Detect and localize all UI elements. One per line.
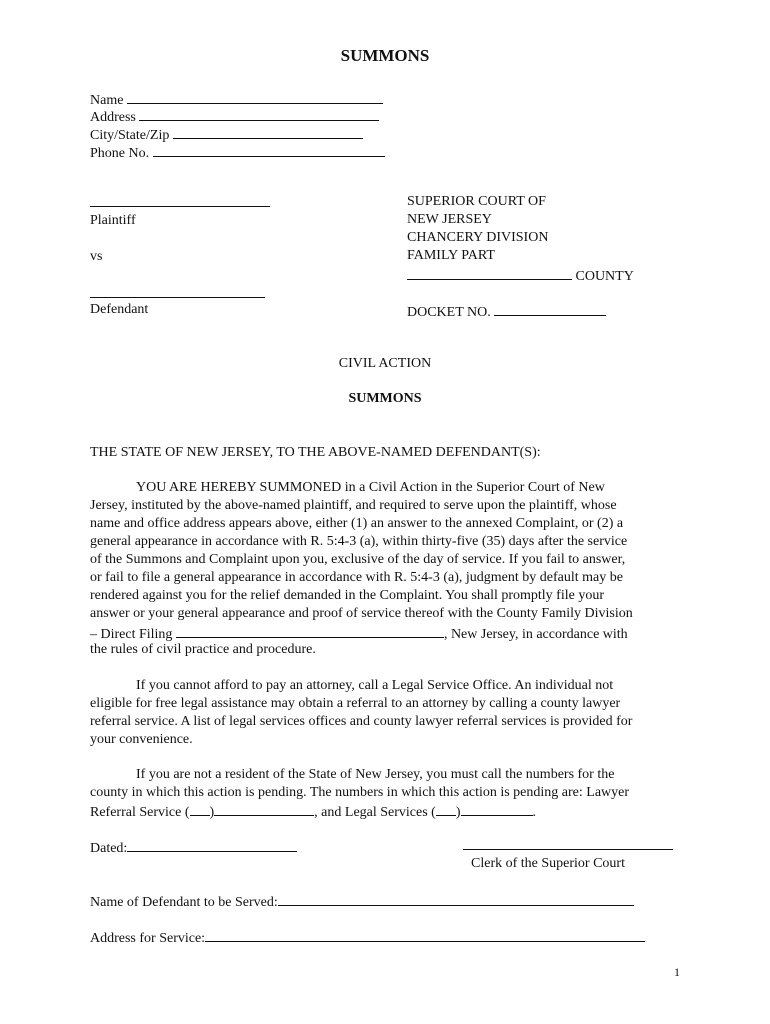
defendant-name-blank[interactable] bbox=[278, 891, 634, 906]
defendant-label: Defendant bbox=[90, 302, 149, 317]
p1-line: or fail to file a general appearance in accordance with R. 5:4-3 (a), judgment by default may be bbox=[90, 570, 623, 585]
docket-blank[interactable] bbox=[494, 301, 606, 316]
dated-label: Dated: bbox=[90, 841, 128, 856]
lawyer-number-blank[interactable] bbox=[214, 801, 314, 816]
plaintiff-blank[interactable] bbox=[90, 206, 270, 207]
legal-area-code-blank[interactable] bbox=[436, 801, 456, 816]
referral-and: , and Legal Services ( bbox=[314, 805, 436, 820]
name-blank[interactable] bbox=[127, 89, 383, 104]
dated-field[interactable] bbox=[90, 837, 297, 858]
p1-line: name and office address appears above, either (1) an answer to the annexed Complaint, or (2) a bbox=[90, 516, 624, 531]
court-line-3: CHANCERY DIVISION bbox=[407, 230, 549, 245]
p1-line: of the Summons and Complaint upon you, exclusive of the day of service. If you fail to answer, bbox=[90, 552, 626, 567]
referral-end: . bbox=[532, 805, 537, 820]
court-line-2: NEW JERSEY bbox=[407, 212, 492, 227]
p3-line: If you are not a resident of the State of New Jersey, you must call the numbers for the bbox=[136, 767, 615, 782]
legal-number-blank[interactable] bbox=[461, 801, 533, 816]
city-state-zip-blank[interactable] bbox=[173, 124, 363, 139]
vs-label: vs bbox=[90, 249, 103, 264]
clerk-label: Clerk of the Superior Court bbox=[471, 856, 625, 871]
address-blank[interactable] bbox=[139, 106, 379, 121]
phone-field[interactable] bbox=[90, 142, 385, 163]
lawyer-area-code-blank[interactable] bbox=[190, 801, 210, 816]
p1-line: Jersey, instituted by the above-named plaintiff, and required to serve upon the plaintiff, whose bbox=[90, 498, 617, 513]
defendant-blank[interactable] bbox=[90, 297, 265, 298]
clerk-signature-line[interactable] bbox=[463, 849, 673, 850]
referral-line bbox=[90, 801, 536, 822]
county-blank[interactable] bbox=[407, 265, 572, 280]
p2-line: If you cannot afford to pay an attorney, call a Legal Service Office. An individual not bbox=[136, 678, 614, 693]
summons-subtitle: SUMMONS bbox=[348, 391, 422, 406]
dated-blank[interactable] bbox=[127, 837, 297, 852]
address-line: THE STATE OF NEW JERSEY, TO THE ABOVE-NAMED DEFENDANT(S): bbox=[90, 445, 541, 460]
referral-close: ) bbox=[455, 805, 461, 820]
p2-line: eligible for free legal assistance may obtain a referral to an attorney by calling a county lawyer bbox=[90, 696, 621, 711]
city-state-zip-label: City/State/Zip bbox=[90, 128, 170, 143]
p1-line: answer or your general appearance and proof of service thereof with the County Family Division bbox=[90, 606, 633, 621]
referral-prefix: Referral Service ( bbox=[90, 805, 190, 820]
defendant-name-field[interactable] bbox=[90, 891, 634, 912]
name-label: Name bbox=[90, 93, 124, 108]
p1-line: rendered against you for the relief demanded in the Complaint. You shall promptly file your bbox=[90, 588, 604, 603]
page-title: SUMMONS bbox=[340, 46, 430, 65]
county-field[interactable] bbox=[407, 265, 634, 286]
service-address-label: Address for Service: bbox=[90, 931, 206, 946]
plaintiff-label: Plaintiff bbox=[90, 213, 136, 228]
civil-action-heading: CIVIL ACTION bbox=[338, 356, 432, 371]
phone-blank[interactable] bbox=[153, 142, 385, 157]
address-label: Address bbox=[90, 110, 136, 125]
docket-label: DOCKET NO. bbox=[407, 305, 491, 320]
p2-line: your convenience. bbox=[90, 732, 193, 747]
filing-county-blank[interactable] bbox=[176, 623, 444, 638]
defendant-name-label: Name of Defendant to be Served: bbox=[90, 895, 278, 910]
county-label: COUNTY bbox=[575, 269, 634, 284]
phone-label: Phone No. bbox=[90, 146, 150, 161]
filing-prefix: – Direct Filing bbox=[90, 627, 173, 642]
p3-line: county in which this action is pending. The numbers in which this action is pending are: Lawyer bbox=[90, 785, 630, 800]
service-address-blank[interactable] bbox=[205, 927, 645, 942]
p1-line: general appearance in accordance with R. 5:4-3 (a), within thirty-five (35) days after the service bbox=[90, 534, 628, 549]
referral-mid: ) bbox=[209, 805, 215, 820]
filing-suffix: , New Jersey, in accordance with bbox=[443, 627, 628, 642]
p2-line: referral service. A list of legal services offices and county lawyer referral services is provided for bbox=[90, 714, 633, 729]
service-address-field[interactable] bbox=[90, 927, 645, 948]
court-line-1: SUPERIOR COURT OF bbox=[407, 194, 546, 209]
p1-last-line: the rules of civil practice and procedure. bbox=[90, 642, 316, 657]
docket-field[interactable] bbox=[407, 301, 606, 322]
court-line-4: FAMILY PART bbox=[407, 248, 495, 263]
p1-line: YOU ARE HEREBY SUMMONED in a Civil Action in the Superior Court of New bbox=[136, 480, 605, 495]
page-number: 1 bbox=[674, 965, 680, 979]
